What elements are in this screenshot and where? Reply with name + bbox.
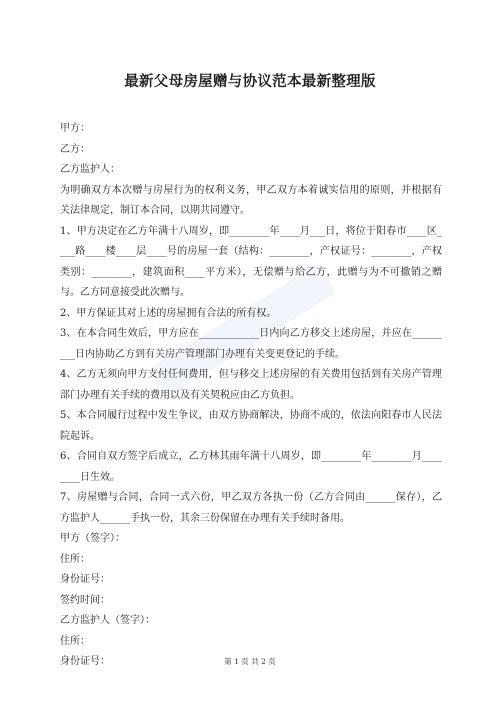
document-title: 最新父母房屋赠与协议范本最新整理版 (124, 74, 376, 90)
document-line: 1、甲方决定在乙方年满十八周岁，即________年____月___日，将位于阳春市____区_ (60, 225, 442, 237)
document-line: ___路____楼____层____号的房屋一套（结构：________，产权证号：________，产权 (60, 246, 442, 257)
document-line: 5、本合同履行过程中发生争议，由双方协商解决，协商不成的，依法向阳春市人民法 (60, 410, 442, 421)
document-line: 院起诉。 (60, 430, 100, 442)
document-line: 住所： (60, 553, 90, 565)
document-line: 2、甲方保证其对上述的房屋拥有合法的所有权。 (60, 307, 277, 319)
document-line: 为明确双方本次赠与房屋行为的权利义务，甲乙双方本着诚实信用的原则，并根据有 (60, 184, 442, 196)
document-line: 乙方监护人： (60, 164, 120, 175)
document-line: 3、在本合同生效后，甲方应在____________日内向乙方移交上述房屋，并应在______ (60, 328, 442, 339)
document-line: 4、乙方无须向甲方支付任何费用，但与移交上述房屋的有关费用包括到有关房产管理 (60, 369, 442, 380)
document-line: 关法律规定，制订本合同，以期共同遵守。 (60, 205, 250, 216)
document-line: ____日生效。 (60, 471, 120, 483)
document-line: 部门办理有关手续的费用以及有关契税应由乙方负担。 (60, 389, 300, 401)
document-line: 7、房屋赠与合同，合同一式六份，甲乙双方各执一份（乙方合同由______保存），乙 (60, 492, 442, 503)
document-line: 身份证号： (60, 656, 110, 667)
document-line: 6、合同自双方签字后成立，乙方林其雨年满十八周岁，即________年________月____ (60, 451, 442, 462)
document-body (60, 119, 442, 673)
document-line: 甲方： (60, 123, 90, 134)
document-line: 类别：________，建筑面积____平方米），无偿赠与给乙方，此赠与为不可撤销之赠 (60, 266, 442, 278)
document-line: 身份证号： (60, 574, 110, 585)
document-line: 住所： (60, 635, 90, 647)
document-line: 方监护人______手执一份，其余三份保留在办理有关手续时备用。 (60, 512, 350, 524)
document-line: 与。乙方同意接受此次赠与。 (60, 287, 190, 298)
document-line: 乙方监护人（签字）： (60, 615, 155, 626)
document-line: ___日内协助乙方到有关房产管理部门办理有关变更登记的手续。 (60, 348, 345, 360)
page-footer: 第 1 页 共 2 页 (224, 657, 276, 666)
document-line: 乙方： (60, 143, 90, 155)
document-line: 甲方（签字）： (60, 533, 125, 544)
document-line: 签约时间： (60, 594, 110, 606)
